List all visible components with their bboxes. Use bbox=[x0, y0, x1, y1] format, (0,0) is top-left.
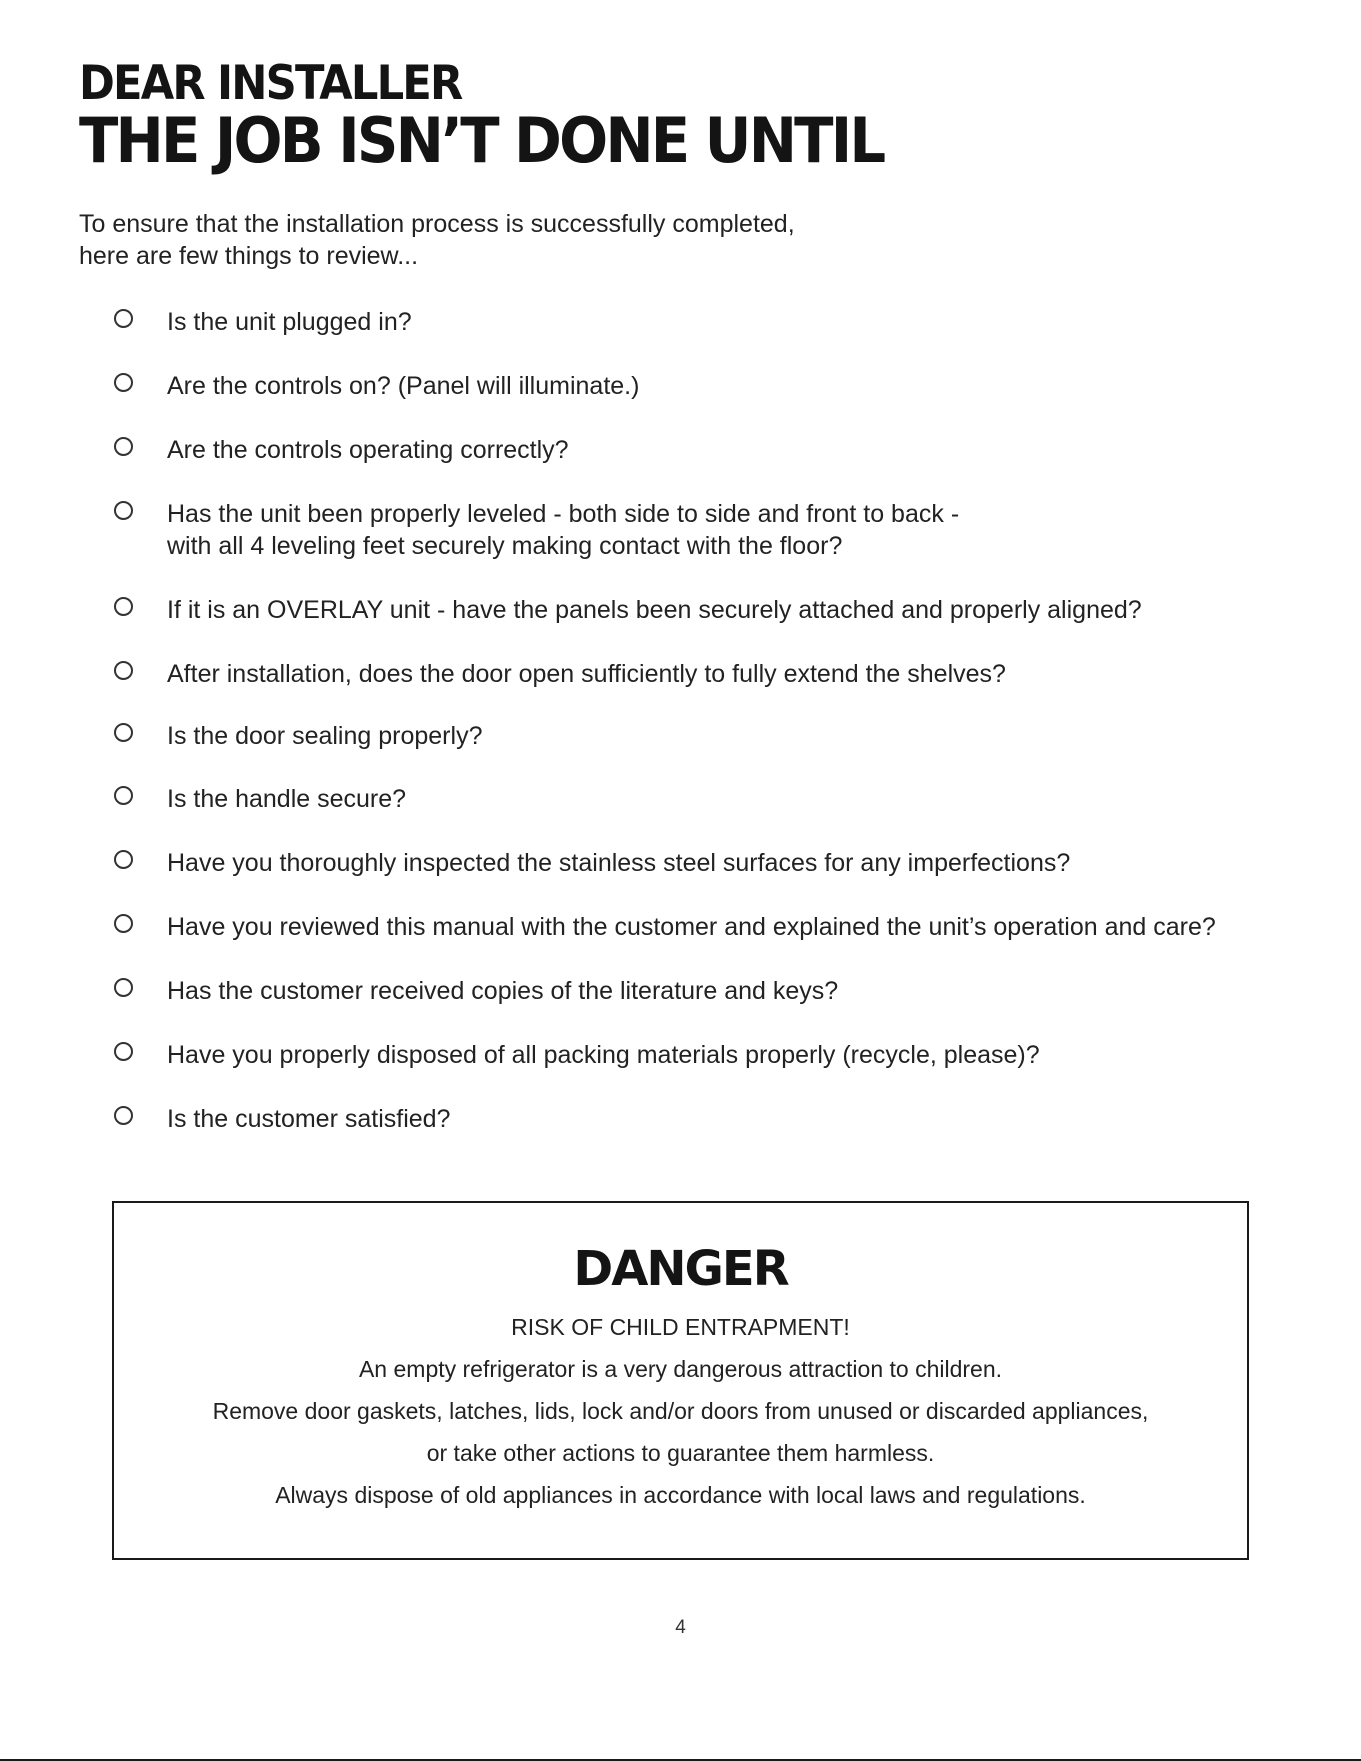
checkbox-circle-icon[interactable] bbox=[114, 597, 133, 616]
checklist-item-line: with all 4 leveling feet securely making contact with the floor? bbox=[167, 532, 843, 560]
checkbox-circle-icon[interactable] bbox=[114, 309, 133, 328]
checklist-item bbox=[114, 1039, 1334, 1071]
checklist-item bbox=[114, 847, 1334, 879]
danger-line: RISK OF CHILD ENTRAPMENT! bbox=[511, 1314, 850, 1340]
checklist-item-line: Is the unit plugged in? bbox=[167, 308, 412, 336]
checkbox-circle-icon[interactable] bbox=[114, 373, 133, 392]
intro-line-2: here are few things to review... bbox=[79, 242, 419, 270]
checklist-item bbox=[114, 434, 1334, 466]
checklist-item-text bbox=[167, 498, 959, 562]
checklist-item bbox=[114, 720, 1334, 752]
checklist-item-line: Are the controls operating correctly? bbox=[167, 436, 569, 464]
checklist-item-line: Are the controls on? (Panel will illuminate.) bbox=[167, 372, 640, 400]
checkbox-circle-icon[interactable] bbox=[114, 850, 133, 869]
danger-line: Always dispose of old appliances in accordance with local laws and regulations. bbox=[275, 1482, 1086, 1508]
danger-line: or take other actions to guarantee them harmless. bbox=[426, 1440, 935, 1466]
checklist-item-line: After installation, does the door open sufficiently to fully extend the shelves? bbox=[167, 660, 1006, 688]
checkbox-circle-icon[interactable] bbox=[114, 661, 133, 680]
checklist-item bbox=[114, 370, 1334, 402]
heading-job-not-done: THE JOB ISN’T DONE UNTIL bbox=[79, 104, 884, 177]
checklist-item bbox=[114, 911, 1334, 943]
checkbox-circle-icon[interactable] bbox=[114, 437, 133, 456]
danger-line: An empty refrigerator is a very dangerous attraction to children. bbox=[358, 1356, 1003, 1382]
checklist-item-line: Have you reviewed this manual with the customer and explained the unit’s operation and care? bbox=[167, 913, 1216, 941]
checkbox-circle-icon[interactable] bbox=[114, 723, 133, 742]
checklist-item-text bbox=[167, 1039, 1040, 1071]
checklist-item-text bbox=[167, 847, 1070, 879]
danger-warning-box bbox=[112, 1201, 1249, 1560]
checkbox-circle-icon[interactable] bbox=[114, 1042, 133, 1061]
checklist-item-line: Have you thoroughly inspected the stainless steel surfaces for any imperfections? bbox=[167, 849, 1071, 877]
intro-paragraph bbox=[79, 208, 979, 272]
checklist-item-text bbox=[167, 594, 1142, 626]
checkbox-circle-icon[interactable] bbox=[114, 786, 133, 805]
checklist-item-line: Has the customer received copies of the literature and keys? bbox=[167, 977, 839, 1005]
intro-line-1: To ensure that the installation process is successfully completed, bbox=[79, 210, 795, 238]
checkbox-circle-icon[interactable] bbox=[114, 914, 133, 933]
checklist-item-text bbox=[167, 911, 1216, 943]
checklist-item-text bbox=[167, 370, 639, 402]
checklist-item-text bbox=[167, 658, 1006, 690]
checklist-item-text bbox=[167, 1103, 450, 1135]
checklist-item-text bbox=[167, 434, 569, 466]
danger-title: DANGER bbox=[573, 1241, 788, 1297]
checklist-item-text bbox=[167, 306, 412, 338]
checklist-item bbox=[114, 594, 1334, 626]
checklist-item-line: Have you properly disposed of all packing materials properly (recycle, please)? bbox=[167, 1041, 1040, 1069]
checklist-item-text bbox=[167, 720, 482, 752]
checklist-item bbox=[114, 498, 1334, 562]
heading-dear-installer: DEAR INSTALLER bbox=[79, 56, 462, 111]
checklist-item-line: Is the handle secure? bbox=[167, 785, 407, 813]
checklist-item-text bbox=[167, 783, 406, 815]
checkbox-circle-icon[interactable] bbox=[114, 978, 133, 997]
checklist-item bbox=[114, 658, 1334, 690]
checkbox-circle-icon[interactable] bbox=[114, 1106, 133, 1125]
checklist-item-line: If it is an OVERLAY unit - have the panels been securely attached and properly aligned? bbox=[167, 596, 1142, 624]
checklist-item-text bbox=[167, 975, 838, 1007]
page-number: 4 bbox=[675, 1617, 686, 1638]
danger-text bbox=[114, 1306, 1247, 1516]
danger-line: Remove door gaskets, latches, lids, lock and/or doors from unused or discarded appliances, bbox=[212, 1398, 1149, 1424]
checkbox-circle-icon[interactable] bbox=[114, 501, 133, 520]
checklist-item-line: Is the door sealing properly? bbox=[167, 722, 483, 750]
checklist-item bbox=[114, 306, 1334, 338]
checklist-item bbox=[114, 975, 1334, 1007]
checklist-item-line: Has the unit been properly leveled - both side to side and front to back - bbox=[167, 500, 960, 528]
checklist-item-line: Is the customer satisfied? bbox=[167, 1105, 451, 1133]
checklist-item bbox=[114, 1103, 1334, 1135]
checklist-item bbox=[114, 783, 1334, 815]
